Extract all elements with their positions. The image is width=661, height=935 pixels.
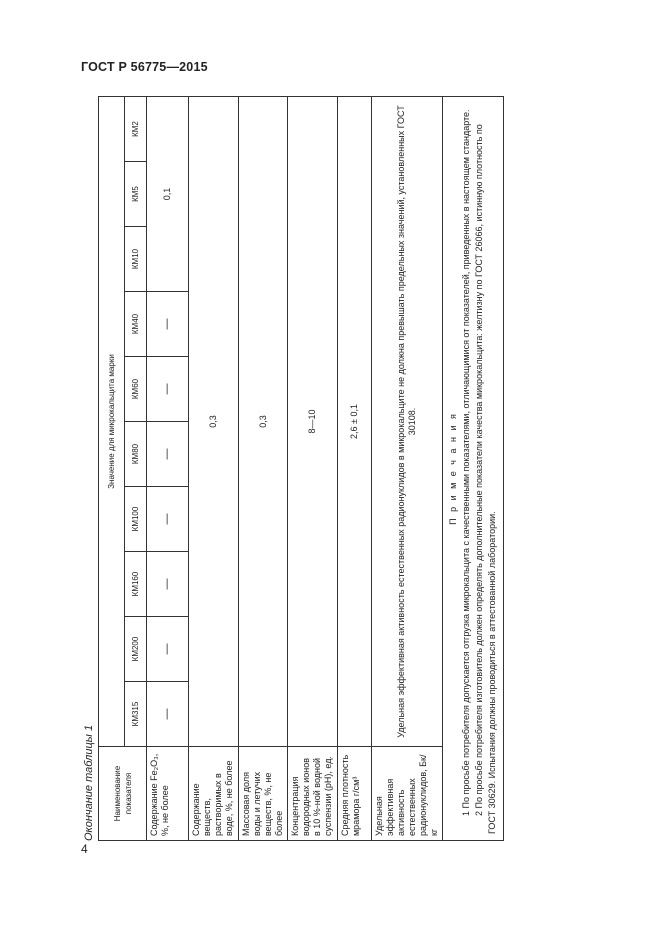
row-name: Массовая доля воды и летучих веществ, %, не более	[239, 747, 288, 841]
grade-header: КМ160	[125, 552, 147, 617]
grade-header: КМ200	[125, 617, 147, 682]
page-number: 4	[81, 842, 88, 856]
dash-cell: —	[147, 487, 189, 552]
grade-group-header: Значение для микрокальцита марки	[99, 97, 125, 747]
grade-header: КМ40	[125, 292, 147, 357]
grade-header: КМ100	[125, 487, 147, 552]
value-cell: 8—10	[288, 97, 338, 747]
dash-cell: —	[147, 357, 189, 422]
document-header: ГОСТ Р 56775—2015	[81, 60, 208, 74]
table-container	[98, 97, 504, 841]
dash-cell: —	[147, 617, 189, 682]
table-row	[288, 97, 338, 841]
dash-cell: —	[147, 682, 189, 747]
name-column-header: Наименование показателя	[99, 747, 147, 841]
note-item: 1 По просьбе потребителя допускается отгрузка микрокальцита с качественными показателями, отличающимися от показателей, приведенных в настоящем стандарте.	[461, 109, 471, 816]
grade-header: КМ5	[125, 162, 147, 227]
notes-row	[443, 97, 504, 841]
grade-header: КМ2	[125, 97, 147, 162]
value-cell: 0,1	[147, 97, 189, 292]
table-row	[239, 97, 288, 841]
row-name: Содержание Fe₂O₃, %, не более	[147, 747, 189, 841]
note-item: 2 По просьбе потребителя изготовитель должен определять дополнительные показатели качества микрокальцита: желтизну по ГОСТ 26066, истинную плотность по ГОСТ 30629. Испытания должны проводиться в аттестованной лаборатории.	[474, 124, 497, 834]
grade-header: КМ10	[125, 227, 147, 292]
table-row	[372, 97, 443, 841]
row-name: Средняя плотность мрамора г/см³	[338, 747, 372, 841]
table-row	[189, 97, 239, 841]
row-name: Содержание веществ, растворимых в воде, %, не более	[189, 747, 239, 841]
notes-title: П р и м е ч а н и я	[448, 412, 458, 525]
row-name: Удельная эффективная активность естественных радионуклидов, Бк/кг	[372, 747, 443, 841]
dash-cell: —	[147, 292, 189, 357]
grade-header: КМ315	[125, 682, 147, 747]
value-cell: 2,6 ± 0,1	[338, 97, 372, 747]
rotated-table-block	[82, 97, 550, 841]
grade-header: КМ60	[125, 357, 147, 422]
dash-cell: —	[147, 422, 189, 487]
grade-header: КМ80	[125, 422, 147, 487]
table-continuation-caption: Окончание таблицы 1	[83, 724, 95, 841]
dash-cell: —	[147, 552, 189, 617]
properties-table	[98, 96, 504, 841]
value-cell: 0,3	[239, 97, 288, 747]
value-cell: Удельная эффективная активность естественных радионуклидов в микрокальците не должна превышать предельных значений, установленных ГОСТ 30108.	[372, 97, 443, 747]
value-cell: 0,3	[189, 97, 239, 747]
row-name: Концентрация водородных ионов в 10 %-ной водной суспензии (pH), ед.	[288, 747, 338, 841]
notes-cell	[443, 97, 504, 841]
table-row	[147, 97, 189, 841]
table-row	[338, 97, 372, 841]
